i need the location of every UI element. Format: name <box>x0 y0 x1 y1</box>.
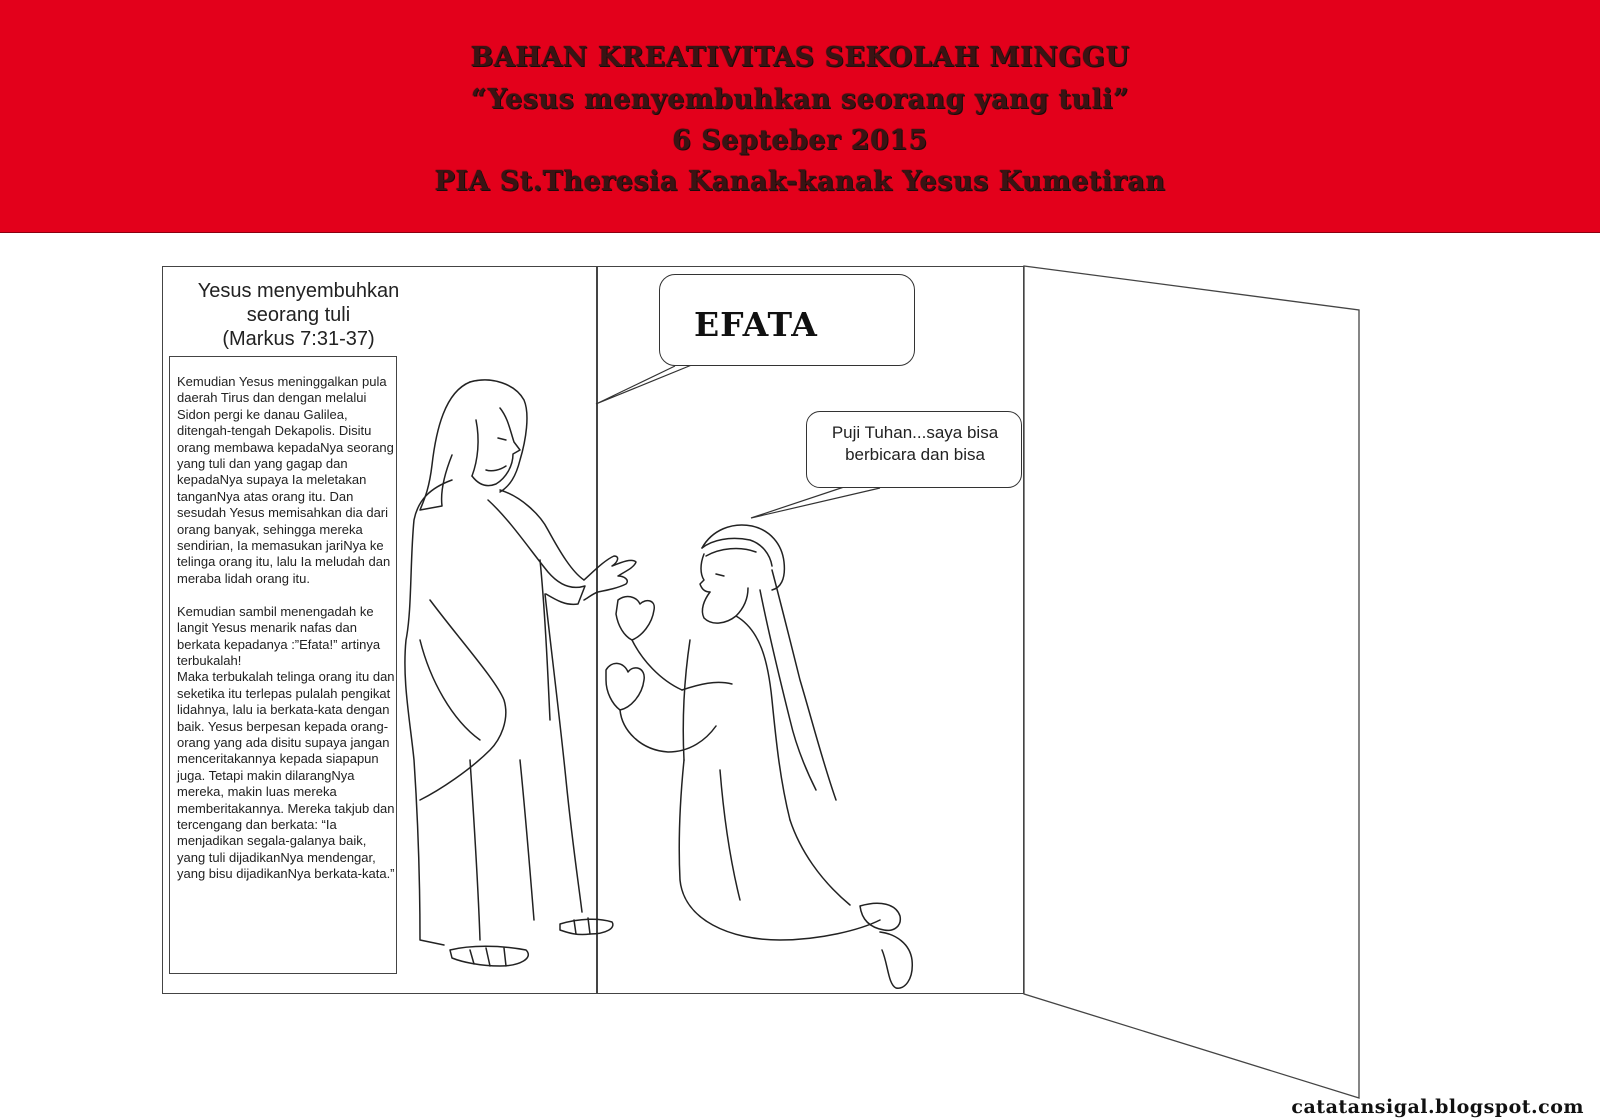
efata-bubble-tail <box>596 362 699 404</box>
puji-bubble-tail <box>751 485 880 518</box>
kneeling-man-figure <box>606 525 912 988</box>
efata-text: EFATA <box>694 305 818 344</box>
header-organization: PIA St.Theresia Kanak-kanak Yesus Kumetiran <box>434 166 1166 197</box>
header-date: 6 Septeber 2015 <box>672 125 928 156</box>
puji-text: Puji Tuhan...saya bisa berbicara dan bisa <box>831 423 999 464</box>
fold-flap <box>1024 266 1359 1098</box>
efata-speech-bubble <box>659 274 915 366</box>
story-text: Kemudian Yesus meninggalkan pula daerah Tirus dan dengan melalui Sidon pergi ke danau Galilea, ditengah-tengah Dekapolis. Disitu orang membawa kepadaNya seorang yang tuli dan yang gagap dan kepadaNya supaya Ia meletakan tanganNya atas orang itu. Dan sesudah Yesus memisahkan dia dari orang banyak, sehingga mereka sendirian, Ia memasukan jariNya ke telinga orang itu, lalu Ia meludah dan meraba lidah orang itu. Kemudian sambil menengadah ke langit Yesus menarik nafas dan berkata kepadanya :”Efata!” artinya terbukalah! Maka terbukalah telinga orang itu dan seketika itu terlepas pulalah pengikat lidahnya, lalu ia berkata-kata dengan baik. Yesus berpesan kepada orang-orang yang ada disitu supaya jangan menceritakannya kepada siapapun juga. Tetapi makin dilarangNya mereka, makin luas mereka memberitakannya. Mereka takjub dan tercengang dan berkata: “Ia menjadikan segala-galanya baik, yang tuli dijadikanNya mendengar, yang bisu dijadikanNya berkata-kata.” <box>177 374 395 882</box>
footer-credit: catatansigal.blogspot.com <box>1291 1096 1584 1118</box>
header-title: BAHAN KREATIVITAS SEKOLAH MINGGU <box>470 42 1130 73</box>
story-title: Yesus menyembuhkan seorang tuli (Markus 7:31-37) <box>197 280 400 350</box>
header-subtitle: “Yesus menyembuhkan seorang yang tuli” <box>470 84 1130 115</box>
jesus-figure <box>405 380 636 966</box>
puji-speech-bubble <box>806 411 1022 488</box>
